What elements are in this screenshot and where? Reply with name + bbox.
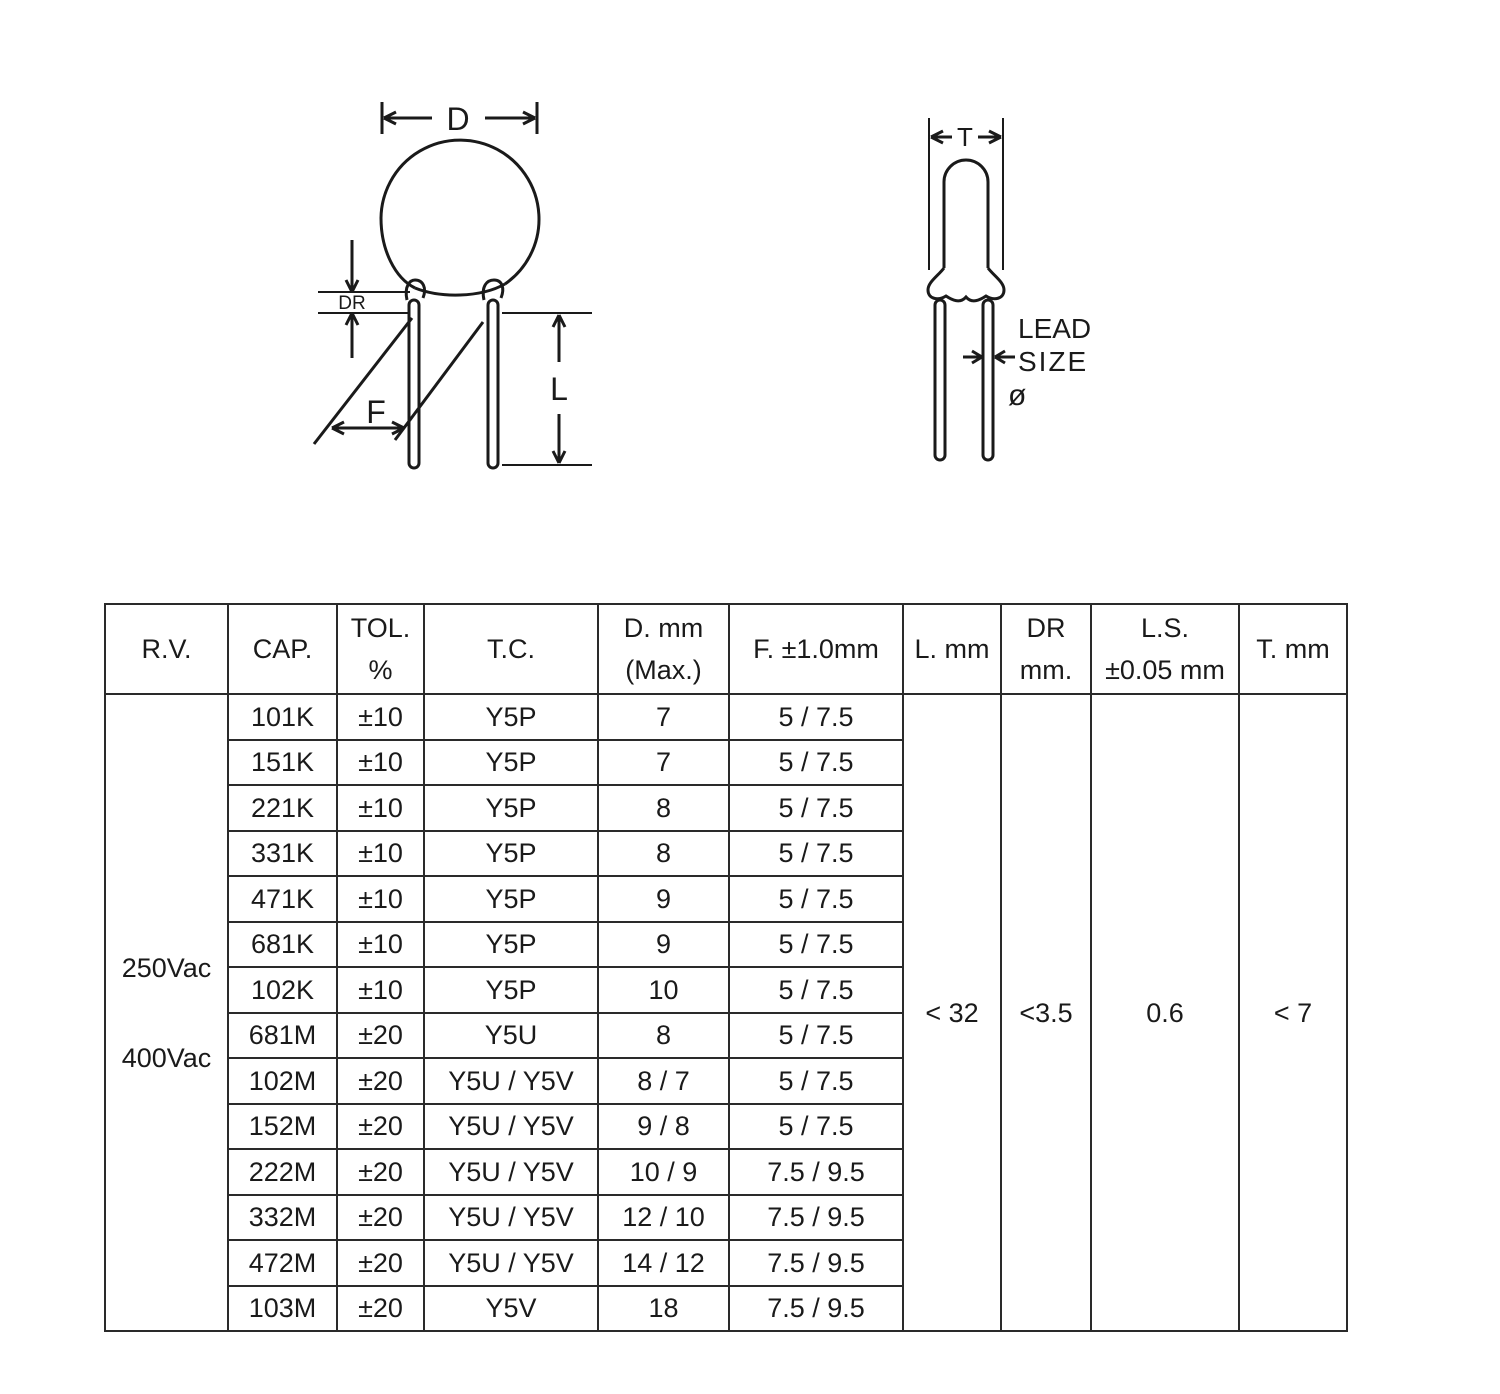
f-cell: 7.5 / 9.5 — [729, 1195, 903, 1241]
f-cell: 7.5 / 9.5 — [729, 1286, 903, 1332]
tol-cell: ±20 — [337, 1195, 424, 1241]
tc-cell: Y5U / Y5V — [424, 1104, 598, 1150]
header-t: T. mm — [1239, 604, 1347, 694]
f-cell: 7.5 / 9.5 — [729, 1240, 903, 1286]
header-tc: T.C. — [424, 604, 598, 694]
header-d-line1: D. mm — [623, 613, 704, 643]
length-label: L — [550, 371, 568, 407]
tc-cell: Y5V — [424, 1286, 598, 1332]
header-row — [105, 604, 1347, 694]
header-dr-line1: DR — [1026, 613, 1066, 643]
lead-diameter-symbol: ø — [1008, 379, 1027, 412]
f-cell: 5 / 7.5 — [729, 694, 903, 740]
tol-cell: ±10 — [337, 831, 424, 877]
side-view — [928, 118, 1015, 460]
spec-table — [104, 603, 1348, 1332]
d-cell: 18 — [598, 1286, 729, 1332]
cap-cell: 222M — [228, 1149, 337, 1195]
f-cell: 5 / 7.5 — [729, 831, 903, 877]
cap-cell: 103M — [228, 1286, 337, 1332]
tc-cell: Y5P — [424, 694, 598, 740]
f-cell: 5 / 7.5 — [729, 922, 903, 968]
d-cell: 9 — [598, 876, 729, 922]
lead-label-line2: SIZE — [1018, 346, 1089, 377]
f-cell: 5 / 7.5 — [729, 1013, 903, 1059]
tc-cell: Y5P — [424, 967, 598, 1013]
cap-cell: 151K — [228, 740, 337, 786]
table-row — [105, 694, 1347, 740]
dimension-drawing — [0, 0, 1500, 520]
tc-cell: Y5P — [424, 785, 598, 831]
tol-cell: ±10 — [337, 694, 424, 740]
tol-cell: ±20 — [337, 1240, 424, 1286]
tol-cell: ±10 — [337, 740, 424, 786]
header-dr-line2: mm. — [1019, 655, 1073, 685]
d-cell: 9 — [598, 922, 729, 968]
tc-cell: Y5P — [424, 922, 598, 968]
cap-cell: 152M — [228, 1104, 337, 1150]
tc-cell: Y5U / Y5V — [424, 1195, 598, 1241]
cap-cell: 102K — [228, 967, 337, 1013]
diameter-label: D — [446, 101, 470, 137]
t-cell: < 7 — [1239, 694, 1347, 1331]
spacing-label: F — [366, 394, 386, 430]
d-cell: 12 / 10 — [598, 1195, 729, 1241]
tc-cell: Y5U / Y5V — [424, 1058, 598, 1104]
tol-cell: ±20 — [337, 1286, 424, 1332]
table-header — [105, 604, 1347, 694]
tol-cell: ±20 — [337, 1149, 424, 1195]
l-cell: < 32 — [903, 694, 1001, 1331]
tc-cell: Y5P — [424, 831, 598, 877]
f-cell: 5 / 7.5 — [729, 785, 903, 831]
rated-voltage-value: 250Vac — [121, 952, 212, 983]
header-d-line2: (Max.) — [625, 655, 702, 685]
header-cap: CAP. — [228, 604, 337, 694]
tc-cell: Y5P — [424, 876, 598, 922]
cap-cell: 472M — [228, 1240, 337, 1286]
header-ls-line2: ±0.05 mm — [1105, 655, 1225, 685]
header-ls-line1: L.S. — [1140, 613, 1190, 643]
cap-cell: 331K — [228, 831, 337, 877]
tol-cell: ±20 — [337, 1013, 424, 1059]
lead-label-line1: LEAD — [1018, 313, 1092, 344]
tol-cell: ±20 — [337, 1104, 424, 1150]
cap-cell: 102M — [228, 1058, 337, 1104]
cap-cell: 681K — [228, 922, 337, 968]
tc-cell: Y5U / Y5V — [424, 1149, 598, 1195]
d-cell: 8 — [598, 785, 729, 831]
thickness-label: T — [957, 122, 973, 152]
dr-cell: <3.5 — [1001, 694, 1091, 1331]
header-l: L. mm — [903, 604, 1001, 694]
d-cell: 7 — [598, 740, 729, 786]
f-cell: 5 / 7.5 — [729, 967, 903, 1013]
header-ls — [1091, 604, 1239, 694]
header-dr — [1001, 604, 1091, 694]
d-cell: 8 — [598, 831, 729, 877]
d-cell: 8 — [598, 1013, 729, 1059]
d-cell: 14 / 12 — [598, 1240, 729, 1286]
d-cell: 10 — [598, 967, 729, 1013]
d-cell: 8 / 7 — [598, 1058, 729, 1104]
cap-cell: 101K — [228, 694, 337, 740]
cap-cell: 471K — [228, 876, 337, 922]
f-cell: 7.5 / 9.5 — [729, 1149, 903, 1195]
tc-cell: Y5U / Y5V — [424, 1240, 598, 1286]
ls-cell: 0.6 — [1091, 694, 1239, 1331]
dr-label: DR — [338, 293, 366, 314]
f-cell: 5 / 7.5 — [729, 740, 903, 786]
f-cell: 5 / 7.5 — [729, 876, 903, 922]
header-tol-line2: % — [368, 655, 393, 685]
rated-voltage-value: 400Vac — [121, 1042, 212, 1073]
header-f: F. ±1.0mm — [729, 604, 903, 694]
rated-voltage-cell — [105, 694, 228, 1331]
header-tol — [337, 604, 424, 694]
header-rv: R.V. — [105, 604, 228, 694]
tc-cell: Y5P — [424, 740, 598, 786]
cap-cell: 681M — [228, 1013, 337, 1059]
table-body — [105, 694, 1347, 1331]
f-cell: 5 / 7.5 — [729, 1058, 903, 1104]
tc-cell: Y5U — [424, 1013, 598, 1059]
d-cell: 9 / 8 — [598, 1104, 729, 1150]
cap-cell: 221K — [228, 785, 337, 831]
tol-cell: ±10 — [337, 785, 424, 831]
front-view — [314, 102, 592, 468]
tol-cell: ±10 — [337, 922, 424, 968]
header-d — [598, 604, 729, 694]
tol-cell: ±10 — [337, 967, 424, 1013]
header-tol-line1: TOL. — [350, 613, 411, 643]
cap-cell: 332M — [228, 1195, 337, 1241]
d-cell: 7 — [598, 694, 729, 740]
tol-cell: ±10 — [337, 876, 424, 922]
tol-cell: ±20 — [337, 1058, 424, 1104]
f-cell: 5 / 7.5 — [729, 1104, 903, 1150]
d-cell: 10 / 9 — [598, 1149, 729, 1195]
